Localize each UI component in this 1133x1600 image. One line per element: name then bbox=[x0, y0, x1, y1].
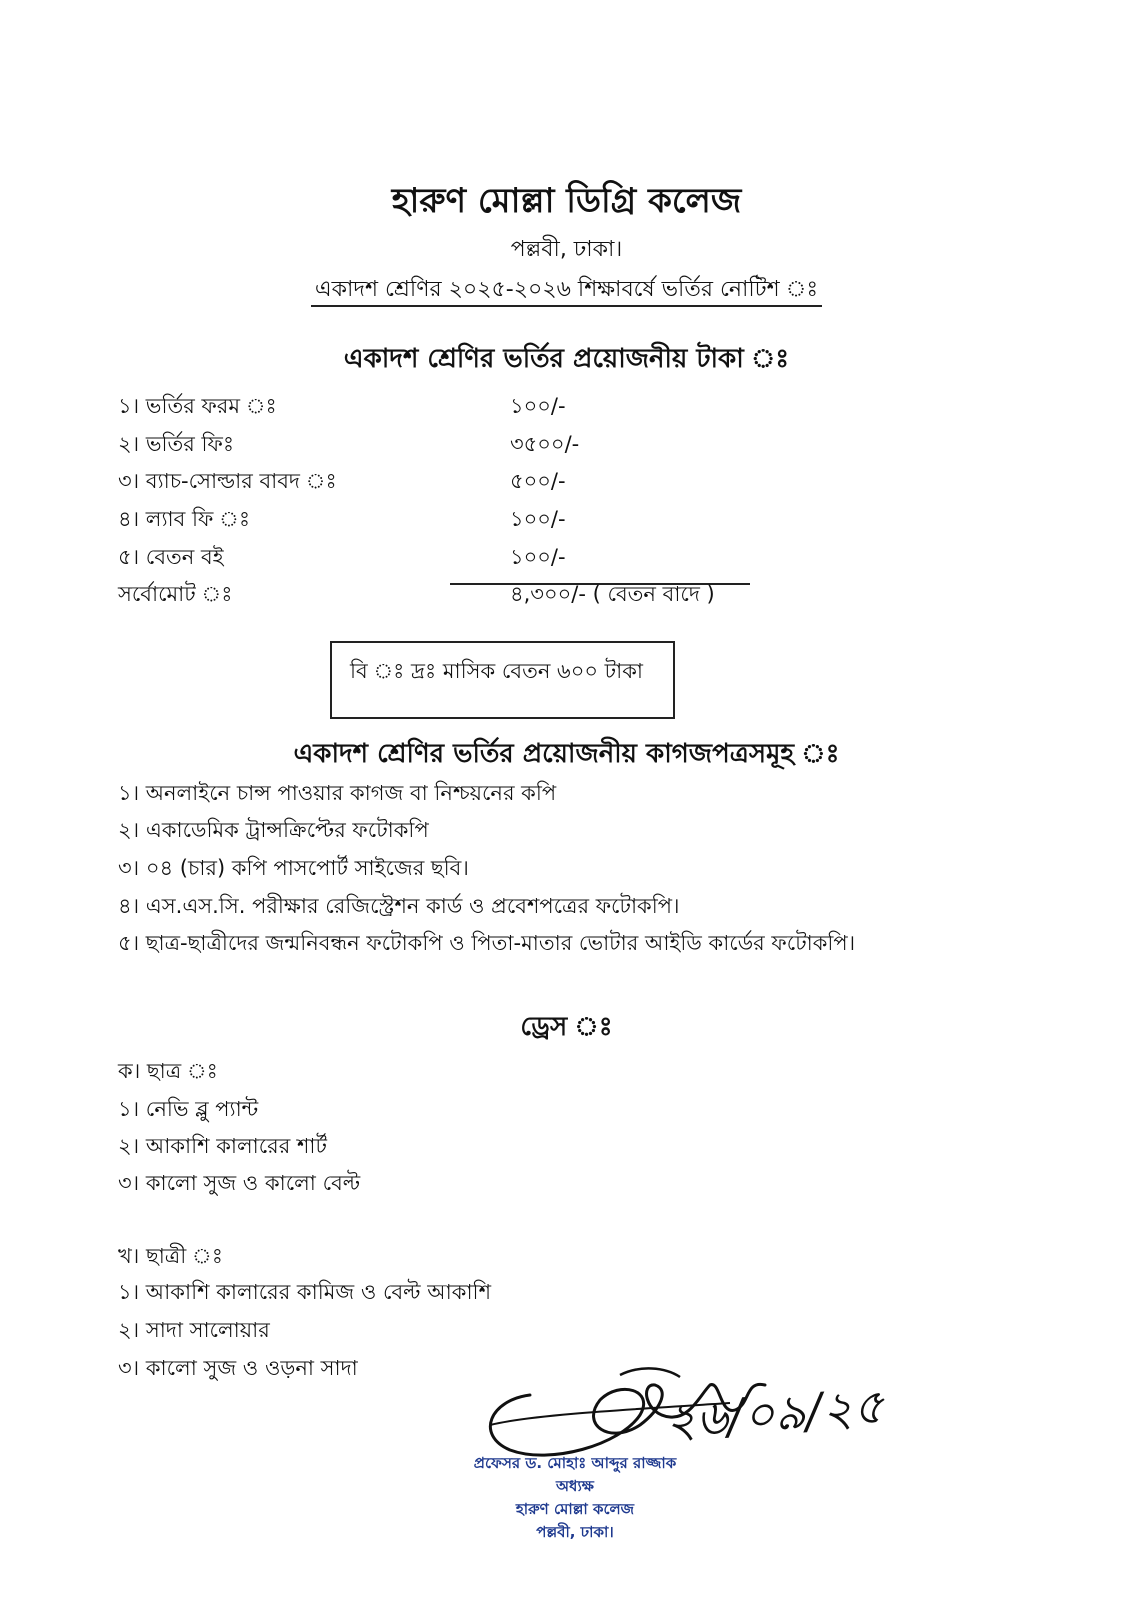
fee-label: ৩। ব্যাচ-সোল্ডার বাবদ ঃ bbox=[118, 469, 337, 493]
college-name: হারুণ মোল্লা ডিগ্রি কলেজ bbox=[391, 181, 742, 221]
signatory-college: হারুণ মোল্লা কলেজ bbox=[515, 1500, 635, 1518]
fee-amount: ১০০/- bbox=[510, 545, 566, 569]
signatory-designation: অধ্যক্ষ bbox=[556, 1477, 594, 1495]
fee-amount: ১০০/- bbox=[510, 394, 566, 418]
dress-girls-label: খ। ছাত্রী ঃ bbox=[118, 1244, 223, 1268]
document-item: ৩। ০৪ (চার) কপি পাসপোর্ট সাইজের ছবি। bbox=[118, 856, 469, 880]
fees-heading: একাদশ শ্রেণির ভর্তির প্রয়োজনীয় টাকা ঃ bbox=[343, 344, 790, 374]
signatory-location: পল্লবী, ঢাকা। bbox=[536, 1523, 614, 1541]
document-item: ৪। এস.এস.সি. পরীক্ষার রেজিস্ট্রেশন কার্ড ও প্রবেশপত্রের ফটোকপি। bbox=[118, 894, 680, 918]
fee-label: ২। ভর্তির ফিঃ bbox=[118, 432, 235, 456]
dress-item: ১। আকাশি কালারের কামিজ ও বেল্ট আকাশি bbox=[118, 1280, 491, 1304]
document-item: ২। একাডেমিক ট্রান্সক্রিপ্টের ফটোকপি bbox=[118, 818, 429, 842]
document-item: ৫। ছাত্র-ছাত্রীদের জন্মনিবন্ধন ফটোকপি ও পিতা-মাতার ভোটার আইডি কার্ডের ফটোকপি। bbox=[118, 931, 856, 955]
note-text: বি ঃ দ্রঃ মাসিক বেতন ৬০০ টাকা bbox=[350, 659, 643, 683]
dress-item: ৩। কালো সুজ ও ওড়না সাদা bbox=[118, 1356, 358, 1380]
dress-item: ২। সাদা সালোয়ার bbox=[118, 1318, 270, 1342]
notice-title bbox=[0, 272, 1133, 309]
dress-item: ২। আকাশি কালারের শার্ট bbox=[118, 1134, 327, 1158]
document-item: ১। অনলাইনে চান্স পাওয়ার কাগজ বা নিশ্চয়নের কপি bbox=[118, 781, 557, 805]
fee-label: ৪। ল্যাব ফি ঃ bbox=[118, 507, 251, 531]
fee-amount: ৫০০/- bbox=[510, 469, 566, 493]
total-label: সর্বোমোট ঃ bbox=[118, 582, 233, 606]
documents-heading: একাদশ শ্রেণির ভর্তির প্রয়োজনীয় কাগজপত্রসমূহ ঃ bbox=[293, 739, 840, 769]
dress-item: ১। নেভি ব্লু প্যান্ট bbox=[118, 1097, 259, 1121]
total-amount: ৪,৩০০/- ( বেতন বাদে ) bbox=[510, 582, 715, 606]
signatory-name: প্রফেসর ড. মোহাঃ আব্দুর রাজ্জাক bbox=[473, 1454, 677, 1472]
notice-title-text: একাদশ শ্রেণির ২০২৫-২০২৬ শিক্ষাবর্ষে ভর্তির নোটিশ ঃ bbox=[311, 277, 822, 307]
college-location: পল্লবী, ঢাকা। bbox=[510, 237, 623, 262]
handwritten-date: ২৬/০৯/২৫ bbox=[663, 1378, 886, 1450]
fee-amount: ১০০/- bbox=[510, 507, 566, 531]
dress-item: ৩। কালো সুজ ও কালো বেল্ট bbox=[118, 1171, 361, 1195]
note-box bbox=[330, 641, 675, 719]
dress-heading: ড্রেস ঃ bbox=[520, 1012, 613, 1042]
fee-label: ৫। বেতন বই bbox=[118, 545, 224, 569]
fee-amount: ৩৫০০/- bbox=[510, 432, 580, 456]
fee-label: ১। ভর্তির ফরম ঃ bbox=[118, 394, 277, 418]
dress-boys-label: ক। ছাত্র ঃ bbox=[118, 1059, 218, 1083]
